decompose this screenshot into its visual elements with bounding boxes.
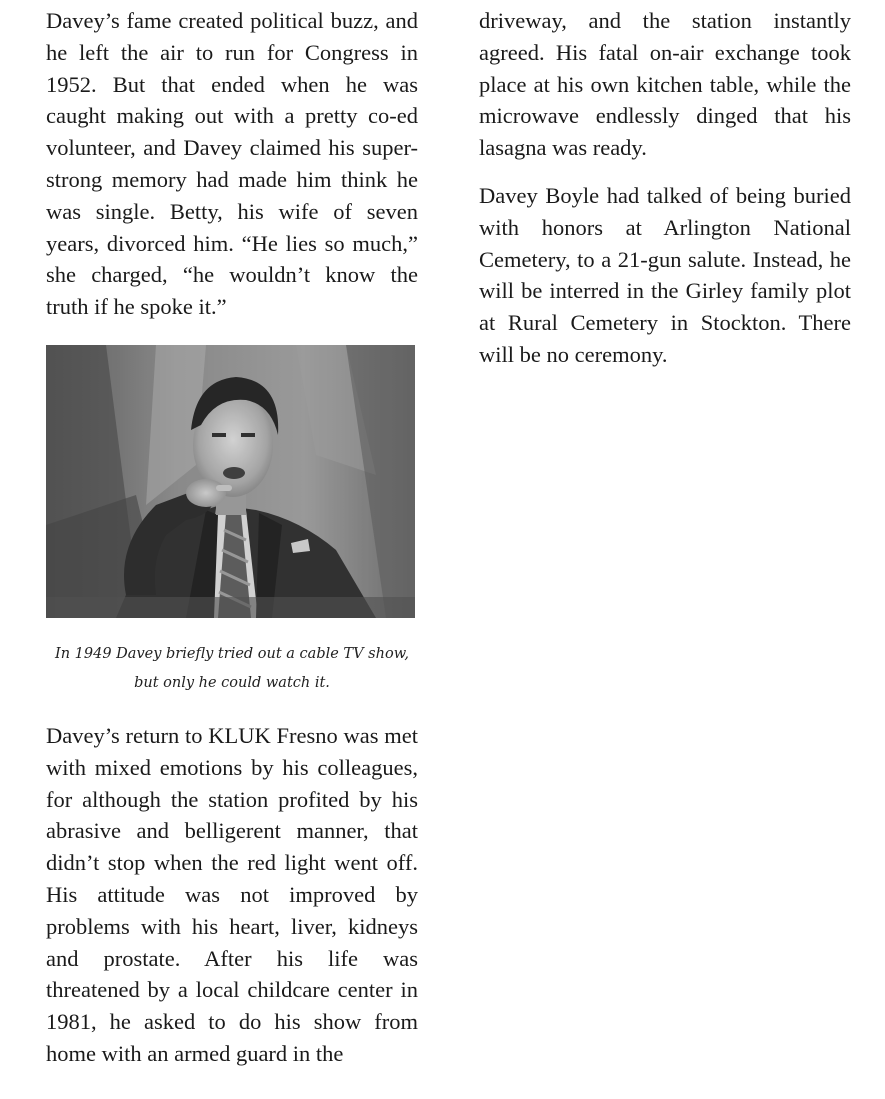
paragraph-return-kluk: Davey’s return to KLUK Fresno was met with mixed emotions by his colleagues, for although the station profited by his abrasive and belligerent manner, that didn’t stop when the red light went off. His attitude was not improved by problems with his heart, liver, kidneys and prostate. After his life was threatened by a local childcare center in 1981, he asked to do his show from home with an armed guard in the (46, 722, 418, 1066)
right-column (479, 5, 851, 387)
left-column (46, 5, 418, 1086)
photo-illustration (46, 345, 415, 618)
paragraph-driveway: driveway, and the station instantly agreed. His fatal on-air exchange took place at his own kitchen table, while the microwave endlessly dinged that his lasagna was ready. (479, 8, 851, 161)
paragraph-burial: Davey Boyle had talked of being buried with honors at Arlington National Cemetery, to a 21-gun salute. Instead, he will be interred in the Girley family plot at Rural Cemetery in Stockton. There will be no ceremony. (479, 182, 851, 367)
paragraph-congress: Davey’s fame created political buzz, and he left the air to run for Congress in 1952. But that ended when he was caught making out with a pretty co-ed volunteer, and Davey claimed his super-strong memory had made him think he was single. Betty, his wife of seven years, divorced him. “He lies so much,” she charged, “he wouldn’t know the truth if he spoke it.” (46, 8, 418, 320)
photo-caption: In 1949 Davey briefly tried out a cable TV show, but only he could watch it. (55, 645, 409, 691)
tv-host-photo (46, 345, 415, 618)
